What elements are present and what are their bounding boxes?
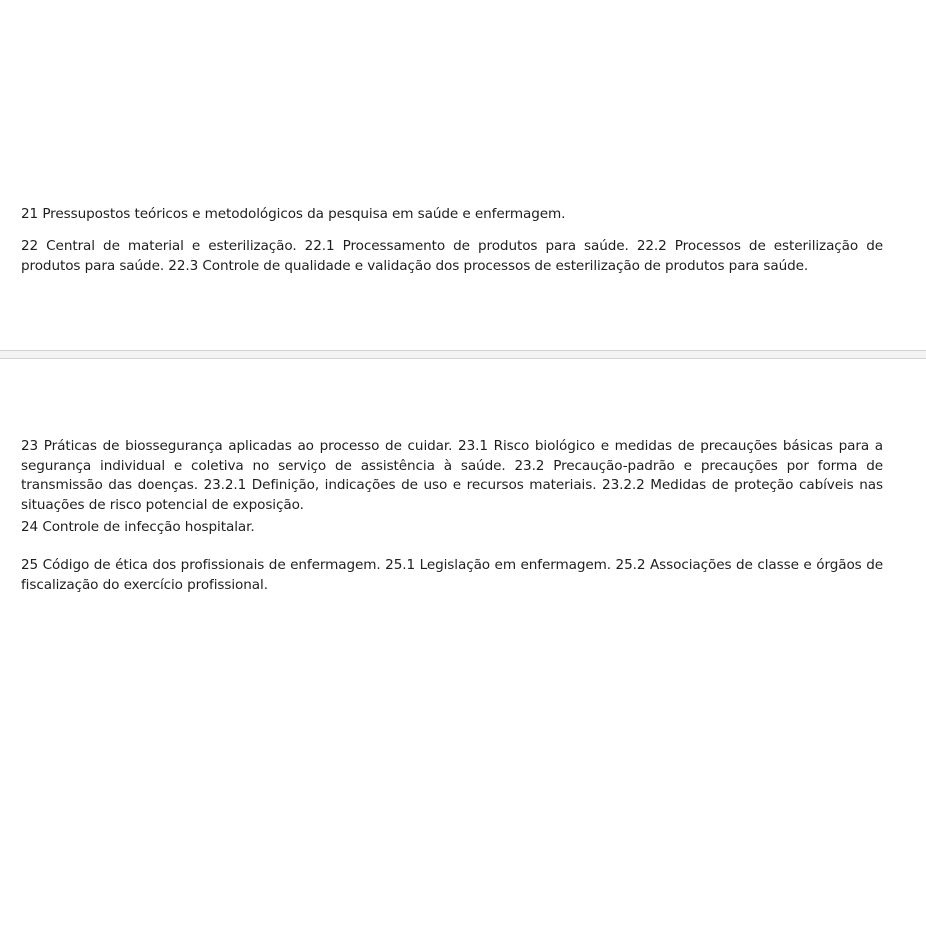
page-separator [0,350,926,359]
topic-22-paragraph: 22 Central de material e esterilização. 22.1 Processamento de produtos para saúde. 22.2 Processos de esterilização de produtos para saúde. 22.3 Controle de qualidade e validação dos processos de esterilização de produtos para saúde. [21,238,883,274]
topic-23-paragraph: 23 Práticas de biossegurança aplicadas ao processo de cuidar. 23.1 Risco biológico e medidas de precauções básicas para a segurança individual e coletiva no serviço de assistência à saúde. 23.2 Precaução-padrão e precauções por forma de transmissão das doenças. 23.2.1 Definição, indicações de uso e recursos materiais. 23.2.2 Medidas de proteção cabíveis nas situações de risco potencial de exposição. [21,438,883,513]
topic-25-paragraph: 25 Código de ética dos profissionais de enfermagem. 25.1 Legislação em enfermagem. 25.2 Associações de classe e órgãos de fiscalização do exercício profissional. [21,557,883,593]
document-page-2 [0,359,926,926]
topic-21-paragraph: 21 Pressupostos teóricos e metodológicos da pesquisa em saúde e enfermagem. [21,206,566,222]
document-page-1 [0,0,926,350]
topic-24-paragraph: 24 Controle de infecção hospitalar. [21,519,255,535]
